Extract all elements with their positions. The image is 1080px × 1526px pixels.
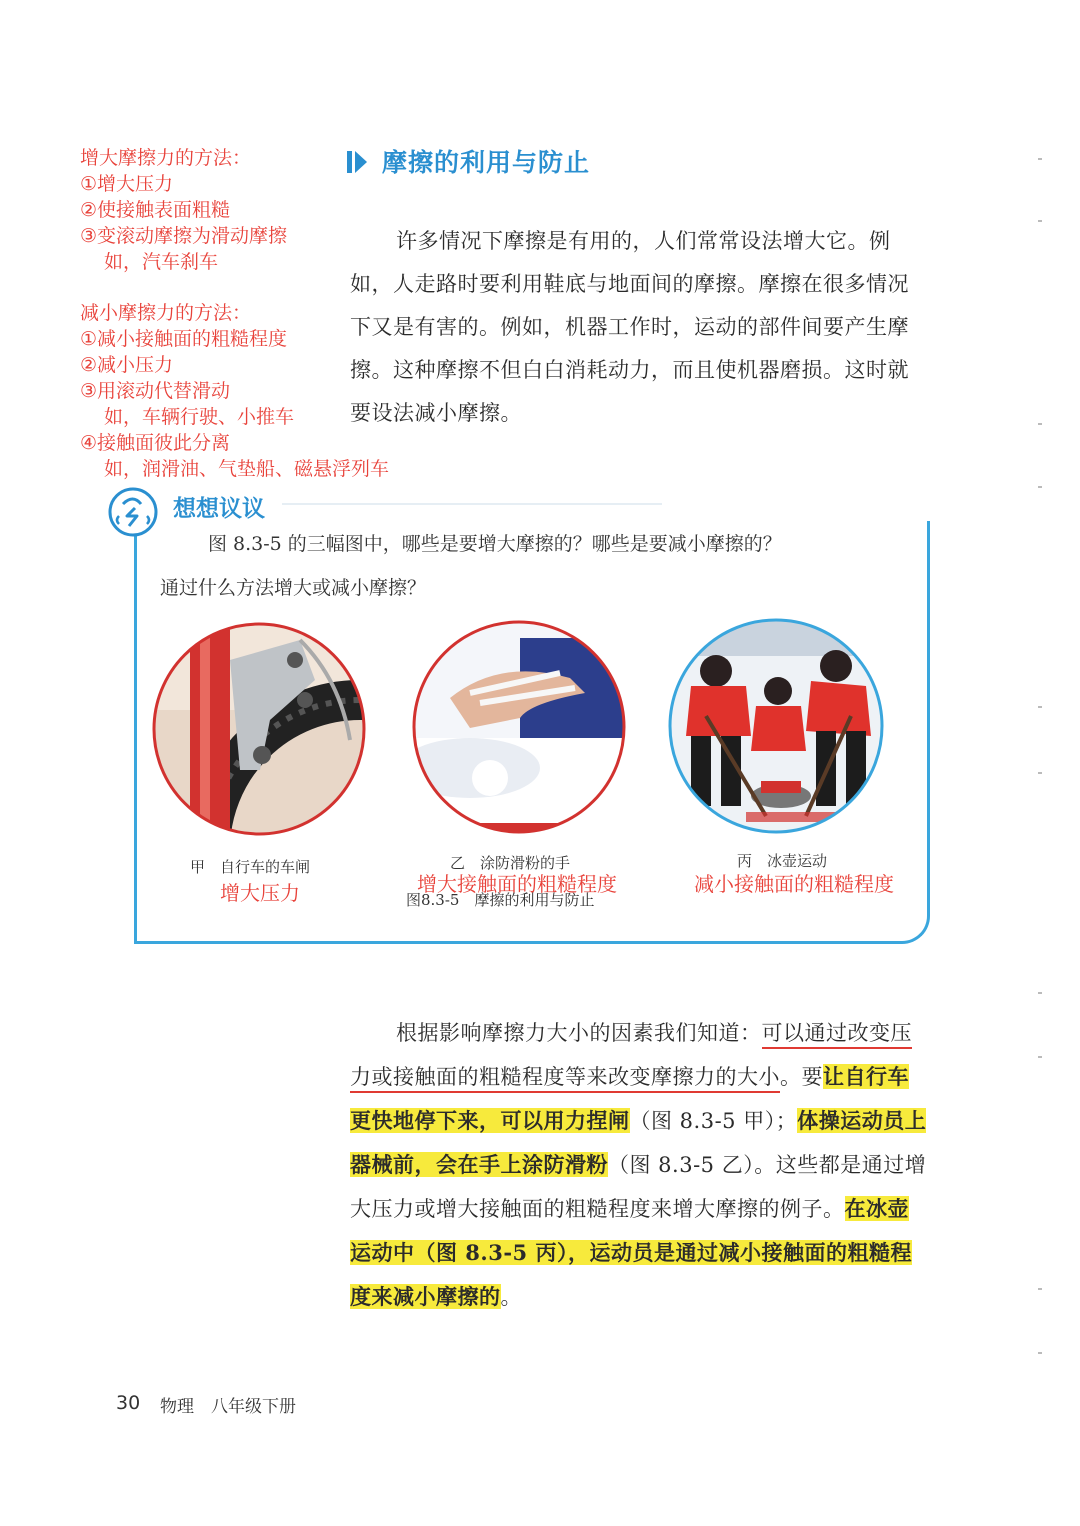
scan-mark xyxy=(1038,1288,1042,1290)
increase-item-2: ②使接触表面粗糙 xyxy=(80,199,231,221)
highlight-gymnast-chalk: 体操运动员上器械前，会在手上涂防滑粉 xyxy=(350,1108,927,1177)
figure-caption-c: 丙 冰壶运动 xyxy=(737,852,828,870)
discussion-question-1: 图 8.3-5 的三幅图中，哪些是要增大摩擦的？哪些是要减小摩擦的？ xyxy=(208,533,782,555)
section-paragraph xyxy=(350,220,930,435)
increase-example: 如，汽车刹车 xyxy=(104,251,219,273)
text-intro: 根据影响摩擦力大小的因素我们知道： xyxy=(396,1021,762,1045)
text-increase-examples: （图 8.3-5 乙）。这些都是通过增大压力或增大接触面的粗糙程度来增大摩擦的例子。 xyxy=(350,1153,927,1221)
figure-annotation-b: 增大接触面的粗糙程度 xyxy=(417,872,617,896)
text-end: 。 xyxy=(500,1285,522,1309)
decrease-item-1: ①减小接触面的粗糙程度 xyxy=(80,328,288,350)
increase-item-3: ③变滚动摩擦为滑动摩擦 xyxy=(80,225,288,247)
decrease-item-2: ②减小压力 xyxy=(80,354,174,376)
scan-mark xyxy=(1038,220,1042,222)
scan-mark xyxy=(1038,772,1042,774)
figure-caption-a: 甲 自行车的车闸 xyxy=(190,858,311,876)
increase-item-1: ①增大压力 xyxy=(80,173,174,195)
highlight-curling: 在冰壶运动中（图 8.3-5 丙），运动员是通过减小接触面的粗糙程度来减小摩擦的 xyxy=(350,1196,912,1309)
decrease-friction-notes xyxy=(80,300,389,482)
discussion-title: 想想议议 xyxy=(173,496,265,522)
scan-mark xyxy=(1038,486,1042,488)
friction-factors-paragraph xyxy=(350,1012,930,1319)
increase-friction-notes xyxy=(80,145,287,275)
discussion-divider xyxy=(282,503,662,505)
figure-caption-b: 乙 涂防滑粉的手 xyxy=(450,854,571,872)
increase-heading: 增大摩擦力的方法： xyxy=(80,147,252,169)
figure-annotation-a: 增大压力 xyxy=(220,881,300,905)
scan-mark xyxy=(1038,992,1042,994)
decrease-example-4: 如，润滑油、气垫船、磁悬浮列车 xyxy=(104,458,390,480)
decrease-item-4: ④接触面彼此分离 xyxy=(80,432,231,454)
section-paragraph-text: 许多情况下摩擦是有用的，人们常常设法增大它。例如，人走路时要利用鞋底与地面间的摩擦。摩擦在很多情况下又是有害的。例如，机器工作时，运动的部件间要产生摩擦。这种摩擦不但白白消耗动力，而且使机器磨损。这时就要设法减小摩擦。 xyxy=(350,229,909,425)
curling-photo xyxy=(666,616,886,836)
figure-annotation-c: 减小接触面的粗糙程度 xyxy=(694,872,894,896)
highlight-bike-brake: 让自行车更快地停下来，可以用力捏闸 xyxy=(350,1064,909,1133)
underlined-conclusion: 可以通过改变压力或接触面的粗糙程度等来改变摩擦力的大小 xyxy=(350,1021,912,1093)
scan-mark xyxy=(1038,1056,1042,1058)
bicycle-brake-photo xyxy=(150,620,368,838)
scan-mark xyxy=(1038,706,1042,708)
friction-factors-text xyxy=(350,1012,930,1319)
scan-mark xyxy=(1038,423,1042,425)
discussion-think-icon xyxy=(107,486,159,538)
text-connector: 。要 xyxy=(780,1065,823,1089)
page-number: 30 xyxy=(116,1392,141,1414)
scan-mark xyxy=(1038,158,1042,160)
figure-title: 图8.3-5 摩擦的利用与防止 xyxy=(406,891,595,909)
discussion-question-2: 通过什么方法增大或减小摩擦？ xyxy=(160,577,427,599)
decrease-item-3: ③用滚动代替滑动 xyxy=(80,380,231,402)
book-title: 物理 八年级下册 xyxy=(160,1397,296,1417)
ref-figure-a: （图 8.3-5 甲）； xyxy=(629,1109,798,1133)
section-marker-icon xyxy=(347,150,369,174)
chalk-hand-photo xyxy=(410,618,628,836)
decrease-example-3: 如，车辆行驶、小推车 xyxy=(104,406,295,428)
decrease-heading: 减小摩擦力的方法： xyxy=(80,302,252,324)
scan-mark xyxy=(1038,1352,1042,1354)
section-title: 摩擦的利用与防止 xyxy=(382,148,591,177)
